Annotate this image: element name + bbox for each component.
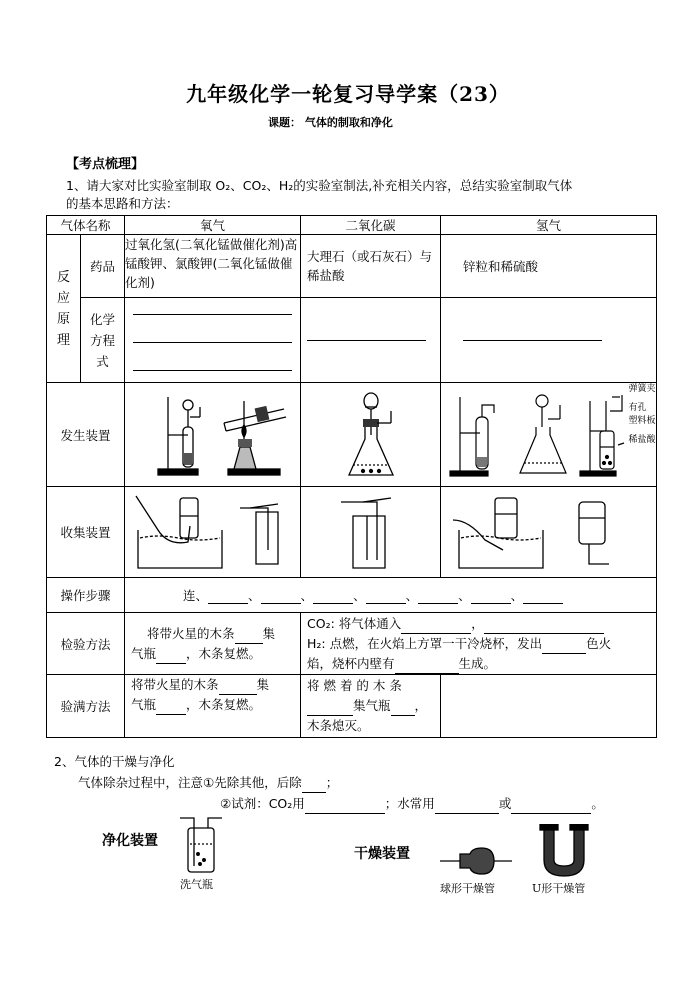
co2-test: CO₂: 将气体通入	[307, 615, 402, 631]
collector-label: 收集装置	[47, 487, 125, 578]
steps-first: 连、	[183, 588, 209, 603]
q2-blank-water-2[interactable]	[511, 799, 591, 814]
question-2	[54, 751, 604, 814]
h2-collector-diagram	[449, 490, 649, 574]
lesson-subtitle: 课题： 气体的制取和净化	[268, 116, 393, 129]
steps-row	[47, 578, 657, 613]
h2-test-a: H₂: 点燃，在火焰上方罩一干冷烧杯，发出	[307, 635, 543, 651]
drugs-row	[47, 235, 657, 298]
header-oxygen: 氧气	[125, 216, 301, 235]
o2-drugs: 过氧化氢(二氧化锰做催化剂)高锰酸钾、氯酸钾(二氧化锰做催化剂)	[125, 235, 301, 298]
co2-full-c: ，	[414, 698, 428, 713]
question-1	[66, 177, 656, 213]
co2-test-blank-2[interactable]	[484, 619, 604, 634]
o2-full-d: ，木条复燃。	[186, 697, 262, 712]
generator-row	[47, 383, 657, 487]
q2-blank-water-1[interactable]	[435, 799, 499, 814]
co2-test-comma: ，	[471, 615, 484, 631]
label-spring-clip: 弹簧夹	[628, 383, 656, 394]
o2-generator-diagram	[128, 387, 298, 483]
co2-full-d: 木条熄灭。	[307, 718, 370, 733]
header-co2: 二氧化碳	[301, 216, 441, 235]
co2-equation-blank[interactable]	[307, 339, 426, 341]
step-blank-6[interactable]	[471, 589, 511, 604]
step-blank-3[interactable]	[313, 589, 353, 604]
step-blank-4[interactable]	[366, 589, 406, 604]
co2-full-cell	[301, 675, 441, 738]
o2-test-blank-1[interactable]	[235, 629, 263, 644]
page-title: 九年级化学一轮复习导学案（23）	[186, 82, 510, 106]
steps-cell: 连、 、 、 、 、 、 、	[125, 578, 657, 613]
h2-collector-cell	[441, 487, 657, 578]
drugs-label: 药品	[81, 235, 125, 298]
o2-test-d: ，木条复燃。	[186, 645, 262, 661]
generator-label: 发生装置	[47, 383, 125, 487]
o2-full-blank-2[interactable]	[156, 700, 186, 715]
co2-full-b: 集气瓶	[353, 698, 391, 713]
h2-generator-diagram	[444, 387, 654, 483]
wash-bottle-diagram	[176, 810, 226, 874]
u-dryer-diagram	[534, 824, 594, 880]
co2-drugs: 大理石（或石灰石）与稀盐酸	[301, 235, 441, 298]
o2-collector-cell	[125, 487, 301, 578]
step-blank-7[interactable]	[523, 589, 563, 604]
full-label: 验满方法	[47, 675, 125, 738]
q2-line2-c: 或	[498, 796, 512, 811]
table-header-row	[47, 216, 657, 235]
o2-full-cell	[125, 675, 301, 738]
full-row	[47, 675, 657, 738]
question-2-head: 2、气体的干燥与净化	[54, 754, 175, 769]
header-gas-name: 气体名称	[47, 216, 125, 235]
h2-test-c: 焰，烧杯内壁有	[307, 655, 395, 671]
h2-equation-cell	[441, 298, 657, 383]
q2-line1-end: ；	[325, 775, 339, 790]
o2-full-b: 集	[256, 677, 270, 692]
label-perforated: 有孔	[628, 402, 647, 413]
co2-equation-cell	[301, 298, 441, 383]
o2-equation-blank-1[interactable]	[133, 313, 292, 315]
co2-h2-test-cell	[301, 613, 657, 675]
q2-line1-text: 气体除杂过程中，注意①先除其他，后除	[78, 775, 302, 790]
o2-collector-diagram	[128, 490, 298, 574]
q2-blank-last[interactable]	[302, 778, 326, 793]
label-plastic-plate: 塑料板	[628, 415, 656, 426]
header-hydrogen: 氢气	[441, 216, 657, 235]
h2-equation-blank[interactable]	[463, 339, 602, 341]
h2-test-blank-2[interactable]	[395, 659, 459, 674]
label-dilute-hcl: 稀盐酸	[628, 434, 656, 445]
q2-line2-d: 。	[591, 796, 604, 811]
co2-collector-cell	[301, 487, 441, 578]
collector-row	[47, 487, 657, 578]
o2-test-a: 将带火星的木条	[147, 625, 235, 641]
o2-test-c: 气瓶	[131, 645, 157, 661]
h2-full-cell	[441, 675, 657, 738]
h2-generator-cell	[441, 383, 657, 487]
q2-line2-b: ；水常用	[384, 796, 435, 811]
u-dryer-caption: U形干燥管	[532, 882, 586, 895]
test-label: 检验方法	[47, 613, 125, 675]
q2-blank-co2[interactable]	[305, 799, 385, 814]
question-1-line2: 的基本思路和方法：	[66, 196, 179, 211]
step-blank-5[interactable]	[418, 589, 458, 604]
o2-generator-cell	[125, 383, 301, 487]
co2-full-a: 将 燃 着 的 木 条	[307, 678, 402, 693]
h2-drugs: 锌粒和稀硫酸	[441, 235, 657, 298]
test-row	[47, 613, 657, 675]
o2-full-blank-1[interactable]	[219, 680, 257, 695]
q2-line2-a: ②试剂：CO₂用	[220, 796, 305, 811]
o2-equation-blank-2[interactable]	[133, 341, 292, 343]
step-blank-2[interactable]	[261, 589, 301, 604]
question-2-line1	[66, 772, 604, 793]
o2-equation-cell	[125, 298, 301, 383]
question-1-line1: 1、请大家对比实验室制取 O₂、CO₂、H₂的实验室制法,补充相关内容，总结实验室制取气体	[66, 178, 573, 193]
reaction-principle-label: 反应原理	[47, 235, 81, 383]
o2-test-b: 集	[262, 625, 276, 641]
o2-equation-blank-3[interactable]	[133, 369, 292, 371]
wash-bottle-caption: 洗气瓶	[180, 878, 213, 891]
co2-collector-diagram	[331, 490, 411, 574]
o2-full-a: 将带火星的木条	[131, 677, 219, 692]
gas-comparison-table	[46, 215, 657, 738]
co2-generator-cell	[301, 383, 441, 487]
equation-row	[47, 298, 657, 383]
co2-full-blank-1[interactable]	[307, 701, 353, 716]
equation-label: 化学方程式	[81, 298, 125, 383]
purify-device-label: 净化装置	[102, 833, 158, 849]
co2-test-blank-1[interactable]	[401, 619, 471, 634]
section-heading: 【考点梳理】	[66, 157, 145, 172]
o2-full-c: 气瓶	[131, 697, 157, 712]
co2-generator-diagram	[331, 387, 411, 483]
ball-dryer-caption: 球形干燥管	[440, 882, 495, 895]
step-blank-1[interactable]	[208, 589, 248, 604]
h2-test-blank-1[interactable]	[542, 639, 586, 654]
ball-dryer-diagram	[438, 844, 514, 878]
h2-test-b: 色火	[586, 635, 612, 651]
dry-device-label: 干燥装置	[354, 846, 410, 862]
question-2-line2	[66, 793, 604, 814]
co2-full-blank-2[interactable]	[391, 701, 415, 716]
o2-test-cell	[125, 613, 301, 675]
steps-label: 操作步骤	[47, 578, 125, 613]
h2-test-d: 生成。	[458, 655, 497, 671]
o2-test-blank-2[interactable]	[156, 649, 186, 664]
